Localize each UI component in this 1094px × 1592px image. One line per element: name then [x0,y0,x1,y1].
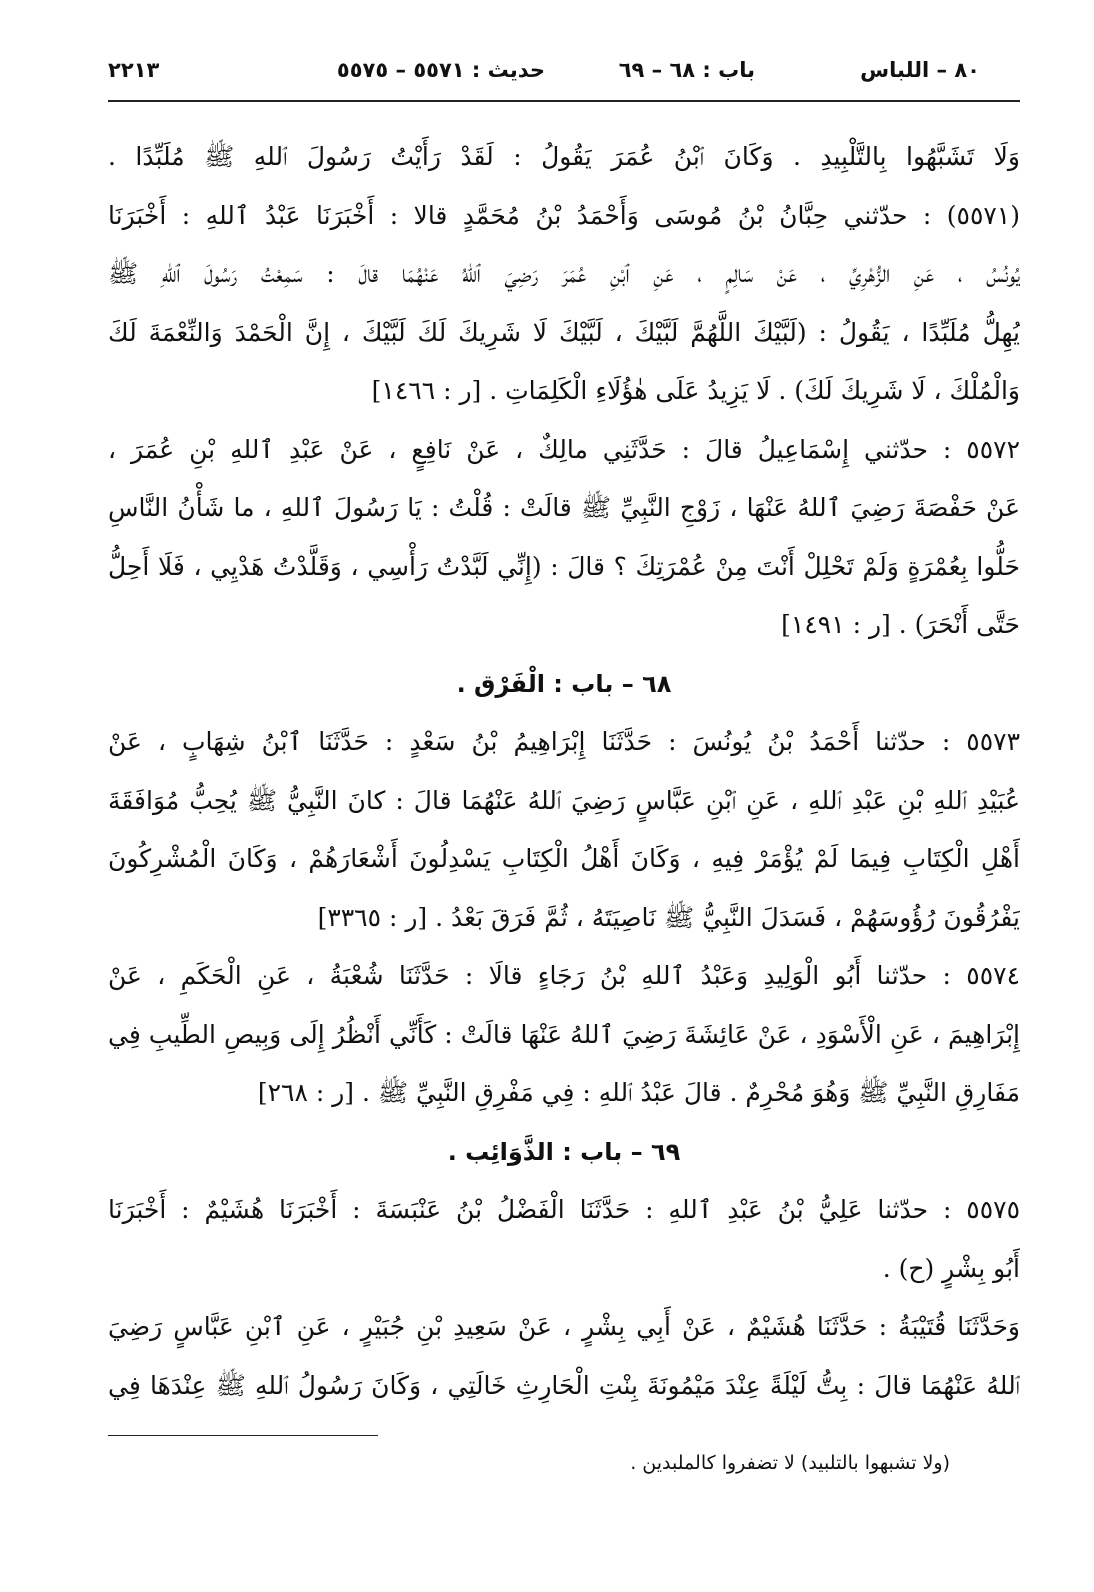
book-page [108,0,1020,1592]
text-line: عَنْ حَفْصَةَ رَضِيَ ٱللهُ عَنْهَا ، زَوْجِ النَّبِيِّ ﷺ قالَتْ : قُلْتُ : يَا رَسُولَ ٱللهِ ، ما شَأْنُ النَّاسِ [108,493,1020,522]
text-line: مَفَارِقِ النَّبِيِّ ﷺ وَهُوَ مُحْرِمٌ . قالَ عَبْدُ ٱللهِ : فِي مَفْرِقِ النَّبِيِّ ﷺ . [ر : ٢٦٨] [257,1078,1020,1107]
text-line: ٥٥٧٢ : حدّثني إِسْمَاعِيلُ قالَ : حَدَّثَنِي مالِكٌ ، عَنْ نَافِعٍ ، عَنْ عَبْدِ ٱللهِ بْنِ عُمَرَ ، [108,434,1020,464]
bab-range: باب : ٦٨ – ٦٩ [618,58,755,82]
text-line: وَالْمُلْكَ ، لَا شَرِيكَ لَكَ) . لَا يَزِيدُ عَلَى هٰؤُلَاءِ الْكَلِمَاتِ . [ر : ١٤٦٦] [371,376,1020,405]
section-heading: ٦٩ – باب : الذَّوَائِب . [447,1137,681,1166]
text-line: وَحَدَّثَنَا قُتَيْبَةُ : حَدَّثَنَا هُشَيْمٌ ، عَنْ أَبِي بِشْرٍ ، عَنْ سَعِيدِ بْنِ جُبَيْرٍ ، عَنِ ٱبْنِ عَبَّاسٍ رَضِيَ [108,1312,1020,1341]
running-header [108,52,1020,92]
footnote-rule [108,1435,378,1436]
text-line: حَلُّوا بِعُمْرَةٍ وَلَمْ تَحْلِلْ أَنْتَ مِنْ عُمْرَتِكَ ؟ قالَ : (إِنِّي لَبَّدْتُ رَأْسِي ، وَقَلَّدْتُ هَدْيِي ، فَلَا أَحِلُّ [108,551,1020,581]
text-line: ٥٥٧٣ : حدّثنا أَحْمَدُ بْنُ يُونُسَ : حَدَّثَنَا إِبْرَاهِيمُ بْنُ سَعْدٍ : حَدَّثَنَا ٱبْنُ شِهَابٍ ، عَنْ [108,727,1020,756]
text-line: ٥٥٧٤ : حدّثنا أَبُو الْوَلِيدِ وَعَبْدُ ٱللهِ بْنُ رَجَاءٍ قالَا : حَدَّثَنَا شُعْبَةُ ، عَنِ الْحَكَمِ ، عَنْ [108,961,1020,990]
text-line: يَفْرُقُونَ رُؤُوسَهُمْ ، فَسَدَلَ النَّبِيُّ ﷺ نَاصِيَتَهُ ، ثُمَّ فَرَقَ بَعْدُ . [ر : ٣٣٦٥] [317,902,1020,932]
text-line: (٥٥٧١) : حدّثني حِبَّانُ بْنُ مُوسَى وَأَحْمَدُ بْنُ مُحَمَّدٍ قالا : أَخْبَرَنَا عَبْدُ ٱللهِ : أَخْبَرَنَا [108,200,1020,230]
page-number: ٢٢١٣ [108,58,160,82]
text-line: يُونُسُ ، عَنِ الزُّهْرِيِّ ، عَنْ سَالِمٍ ، عَنِ ٱبْنِ عُمَرَ رَضِيَ ٱللهُ عَنْهُمَا قالَ : سَمِعْتُ رَسُولَ ٱللهِ ﷺ [108,259,1020,288]
footnote: (ولا تشبهوا بالتلبيد) لا تضفروا كالملبدين . [630,1452,950,1474]
text-line: حَتَّى أَنْحَرَ) . [ر : ١٤٩١] [781,610,1020,639]
text-line: أَبُو بِشْرٍ (ح) . [882,1253,1020,1283]
text-line: وَلَا تَشَبَّهُوا بِالتَّلْبِيدِ . وَكَانَ ٱبْنُ عُمَرَ يَقُولُ : لَقَدْ رَأَيْتُ رَسُولَ ٱللهِ ﷺ مُلَبِّدًا . [108,142,1020,171]
text-line: أَهْلِ الْكِتَابِ فِيمَا لَمْ يُؤْمَرْ فِيهِ ، وَكَانَ أَهْلُ الْكِتَابِ يَسْدِلُونَ أَشْعَارَهُمْ ، وَكَانَ الْمُشْرِكُونَ [108,844,1020,873]
text-body [108,128,1020,1415]
text-line: يُهِلُّ مُلَبِّدًا ، يَقُولُ : (لَبَّيْكَ اللَّهُمَّ لَبَّيْكَ ، لَبَّيْكَ لَا شَرِيكَ لَكَ لَبَّيْكَ ، إِنَّ الْحَمْدَ وَالنِّعْمَةَ لَكَ [108,317,1020,347]
header-rule [108,100,1020,102]
text-line: ٥٥٧٥ : حدّثنا عَلِيُّ بْنُ عَبْدِ ٱللهِ : حَدَّثَنَا الْفَضْلُ بْنُ عَنْبَسَةَ : أَخْبَرَنَا هُشَيْمٌ : أَخْبَرَنَا [108,1195,1020,1224]
chapter-title: ٨٠ – اللباس [860,58,980,82]
hadith-range: حديث : ٥٥٧١ – ٥٥٧٥ [336,58,545,82]
text-line: إِبْرَاهِيمَ ، عَنِ الْأَسْوَدِ ، عَنْ عَائِشَةَ رَضِيَ ٱللهُ عَنْهَا قالَتْ : كَأَنِّي أَنْظُرُ إِلَى وَبِيصِ الطِّيبِ فِي [108,1019,1020,1049]
section-heading: ٦٨ – باب : الْفَرْق . [456,669,672,698]
text-line: عُبَيْدِ ٱللهِ بْنِ عَبْدِ ٱللهِ ، عَنِ ٱبْنِ عَبَّاسٍ رَضِيَ ٱللهُ عَنْهُمَا قالَ : كانَ النَّبِيُّ ﷺ يُحِبُّ مُوَافَقَةَ [108,785,1020,815]
text-line: ٱللهُ عَنْهُمَا قالَ : بِتُّ لَيْلَةً عِنْدَ مَيْمُونَةَ بِنْتِ الْحَارِثِ خَالَتِي ، وَكَانَ رَسُولُ ٱللهِ ﷺ عِنْدَهَا فِي [108,1370,1020,1400]
